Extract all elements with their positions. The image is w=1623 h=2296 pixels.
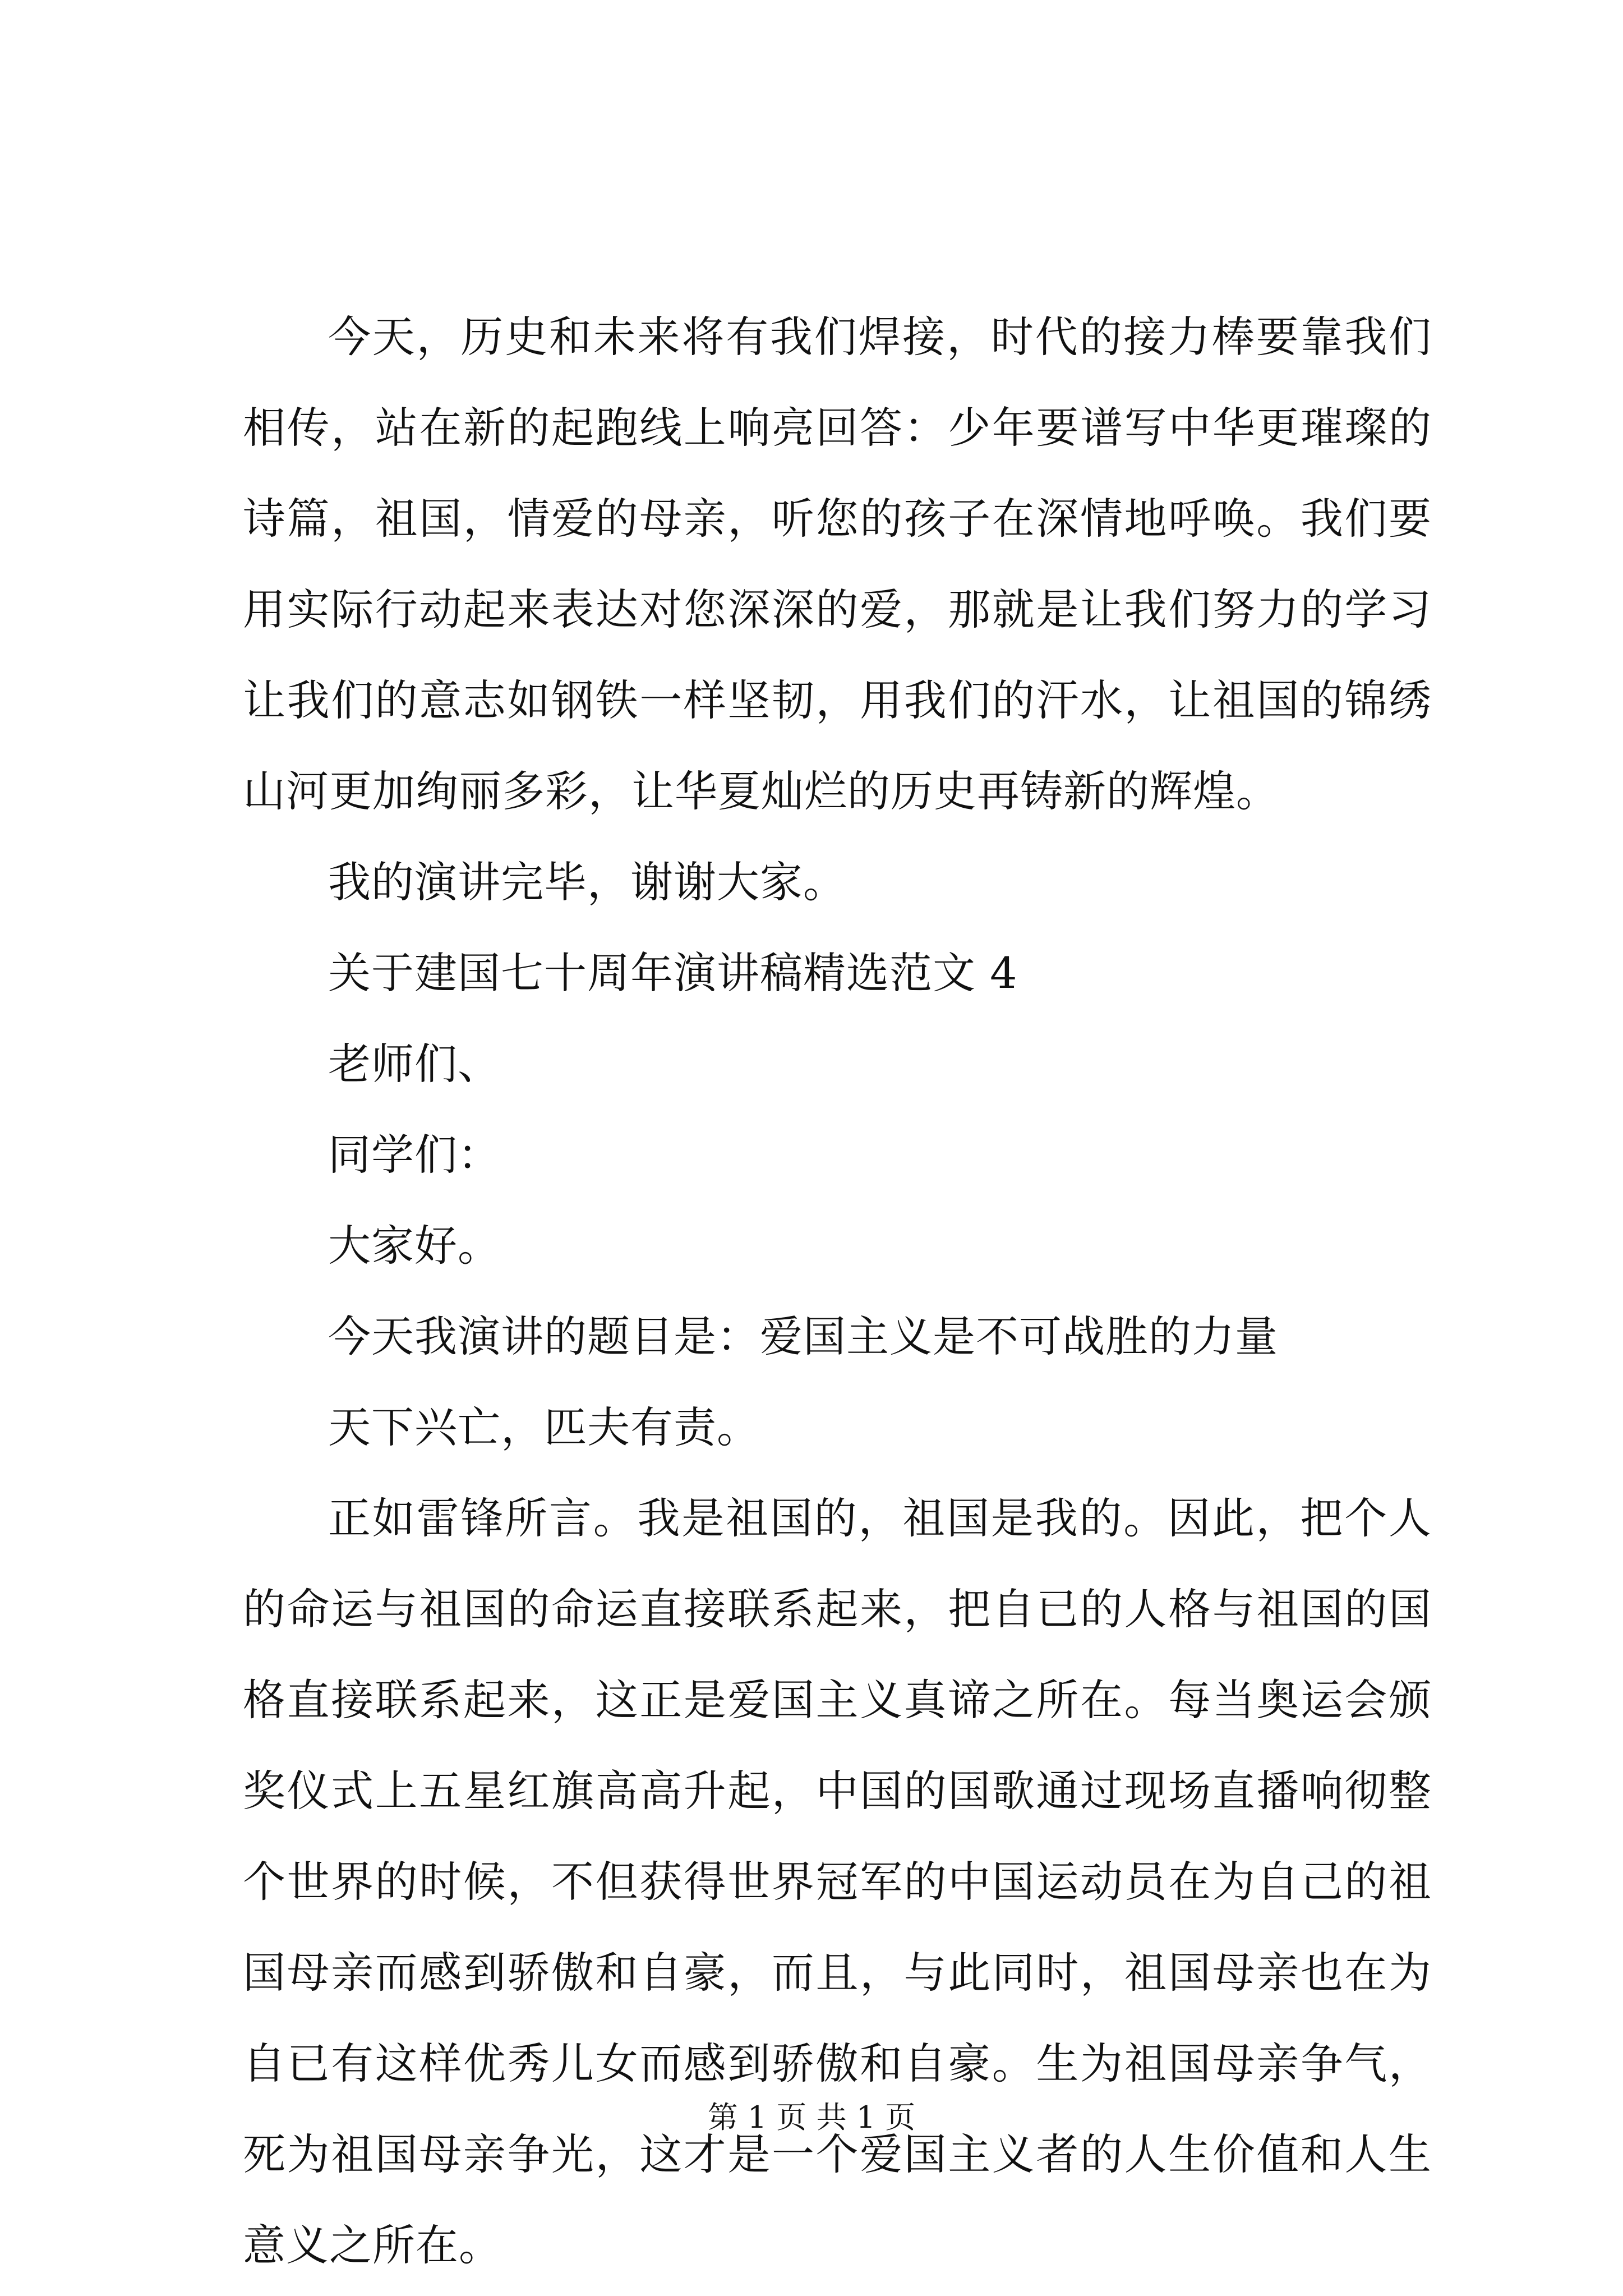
paragraph-speech-closing-body: 今天，历史和未来将有我们焊接，时代的接力棒要靠我们相传，站在新的起跑线上响亮回答：少年要谱写中华更璀璨的诗篇，祖国，情爱的母亲，听您的孩子在深情地呼唤。我们要用实际行动起来表达对您深深的爱，那就是让我们努力的学习让我们的意志如钢铁一样坚韧，用我们的汗水，让祖国的锦绣山河更加绚丽多彩，让华夏灿烂的历史再铸新的辉煌。: [243, 312, 1432, 816]
quote: 天下兴亡，匹夫有责。: [328, 1402, 760, 1452]
paragraph-thanks: 我的演讲完毕，谢谢大家。: [328, 857, 846, 907]
page-footer: 第 1 页 共 1 页: [707, 2100, 916, 2135]
salutation-teachers: 老师们、: [328, 1039, 501, 1089]
section-title: 关于建国七十周年演讲稿精选范文 4: [328, 948, 1018, 998]
salutation-students: 同学们：: [328, 1130, 501, 1180]
greeting: 大家好。: [328, 1221, 501, 1271]
paragraph-patriotism: 正如雷锋所言。我是祖国的，祖国是我的。因此，把个人的命运与祖国的命运直接联系起来，把自已的人格与祖国的国格直接联系起来，这正是爱国主义真谛之所在。每当奥运会颁奖仪式上五星红旗高高升起，中国的国歌通过现场直播响彻整个世界的时候，不但获得世界冠军的中国运动员在为自己的祖国母亲而感到骄傲和自豪，而且，与此同时，祖国母亲也在为自已有这样优秀儿女而感到骄傲和自豪。生为祖国母亲争气，死为祖国母亲争光，这才是一个爱国主义者的人生价值和人生意义之所在。: [243, 1493, 1432, 2270]
speech-topic: 今天我演讲的题目是：爱国主义是不可战胜的力量: [328, 1312, 1278, 1361]
document-body: [243, 292, 1432, 2291]
